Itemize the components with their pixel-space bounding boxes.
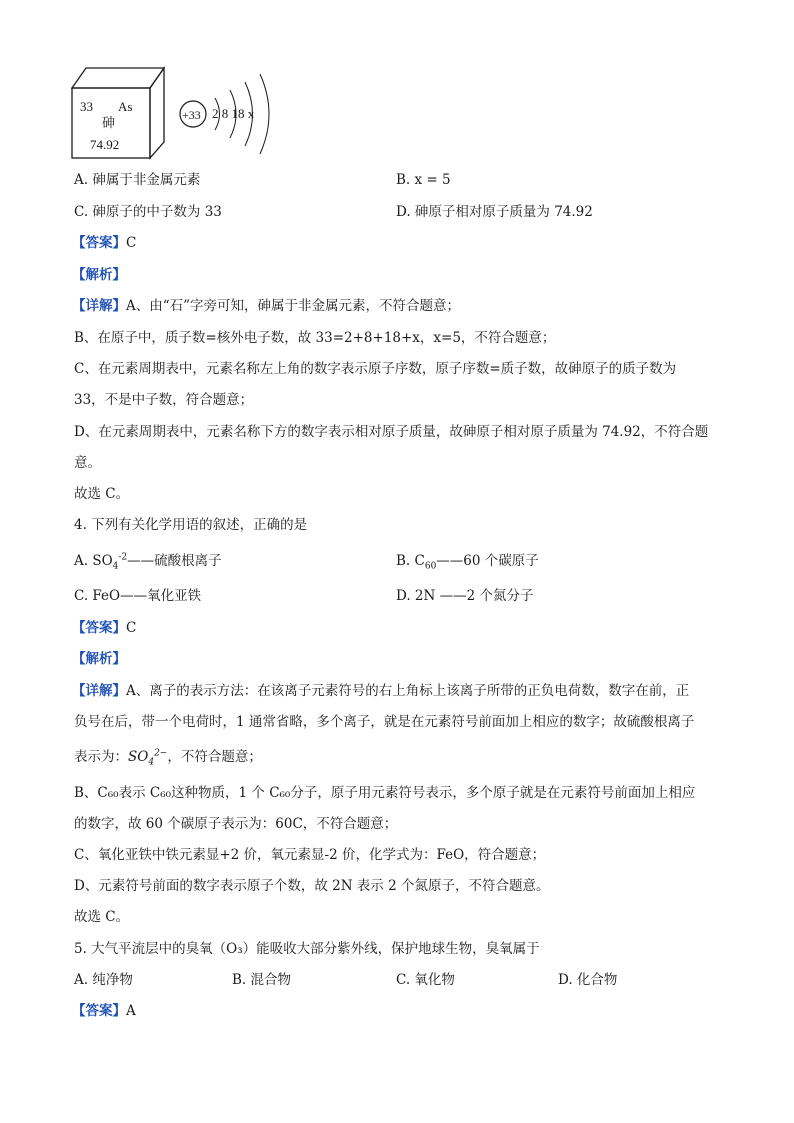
atomic-mass: 74.92 bbox=[90, 137, 120, 152]
q4-explain-b1: B、C₆₀表示 C₆₀这种物质，1 个 C₆₀分子，原子用元素符号表示，多个原子就是在元素符号前面加上相应 bbox=[74, 785, 696, 801]
q3-answer bbox=[72, 237, 136, 251]
q4-explain-a1 bbox=[72, 685, 689, 699]
q5-answer bbox=[72, 1005, 136, 1019]
explain-text: A、由“石”字旁可知，砷属于非金属元素，不符合题意； bbox=[126, 298, 461, 314]
element-symbol: As bbox=[118, 99, 133, 114]
q4-option-a bbox=[74, 552, 222, 572]
q3-option-d: D. 砷原子相对原子质量为 74.92 bbox=[396, 204, 593, 220]
option-a-sub: 4 bbox=[112, 561, 119, 572]
answer-tag: 【答案】 bbox=[72, 1003, 126, 1019]
option-a-desc: ——硫酸根离子 bbox=[127, 553, 222, 569]
q4-conclusion: 故选 C。 bbox=[74, 909, 130, 925]
q4-option-c: C. FeO——氧化亚铁 bbox=[74, 588, 202, 604]
q5-stem: 5. 大气平流层中的臭氧（O₃）能吸收大部分紫外线，保护地球生物，臭氧属于 bbox=[74, 941, 540, 957]
q4-option-b bbox=[396, 553, 539, 572]
q4-explain-b2: 的数字，故 60 个碳原子表示为：60C，不符合题意； bbox=[74, 816, 398, 832]
sulfate-sup: 2− bbox=[154, 748, 168, 759]
q5-option-b: B. 混合物 bbox=[232, 972, 292, 988]
q3-conclusion: 故选 C。 bbox=[74, 486, 130, 502]
q5-option-c: C. 氧化物 bbox=[396, 972, 455, 988]
explain-prefix: 表示为： bbox=[74, 749, 128, 765]
element-box-side bbox=[150, 68, 164, 158]
q3-explain-c1: C、在元素周期表中，元素名称左上角的数字表示原子序数，原子序数=质子数，故砷原子的质子数为 bbox=[74, 361, 677, 377]
q3-option-a: A. 砷属于非金属元素 bbox=[74, 172, 201, 188]
q3-explain-d2: 意。 bbox=[74, 455, 101, 471]
q3-explain-c2: 33，不是中子数，符合题意； bbox=[74, 392, 254, 408]
explain-text: A、离子的表示方法：在该离子元素符号的右上角标上该离子所带的正负电荷数，数字在前，正 bbox=[126, 683, 690, 699]
q4-explain-d: D、元素符号前面的数字表示原子个数，故 2N 表示 2 个氮原子，不符合题意。 bbox=[74, 878, 550, 894]
element-box-top bbox=[72, 68, 164, 88]
q3-option-c: C. 砷原子的中子数为 33 bbox=[74, 204, 222, 220]
q4-answer bbox=[72, 622, 136, 636]
sulfate-formula: SO bbox=[128, 749, 149, 765]
nucleus-label: +33 bbox=[182, 108, 201, 122]
option-b-desc: ——60 个碳原子 bbox=[436, 553, 539, 569]
answer-value: A bbox=[126, 1003, 136, 1019]
q4-explain-a2: 负号在后，带一个电荷时，1 通常省略，多个离子，就是在元素符号前面加上相应的数字；故硫酸根离子 bbox=[74, 714, 695, 730]
option-a-sup: -2 bbox=[118, 552, 128, 563]
answer-value: C bbox=[126, 620, 137, 636]
q4-explain-c: C、氧化亚铁中铁元素显+2 价，氧元素显-2 价，化学式为：FeO，符合题意； bbox=[74, 847, 546, 863]
answer-tag: 【答案】 bbox=[72, 235, 126, 251]
detail-tag: 【详解】 bbox=[72, 683, 126, 699]
option-b-formula: B. C bbox=[396, 553, 425, 569]
shell-arc-4 bbox=[260, 74, 269, 154]
q3-explain-a bbox=[72, 300, 460, 314]
arsenic-figure bbox=[70, 64, 300, 164]
q5-option-a: A. 纯净物 bbox=[74, 972, 133, 988]
q3-explain-d1: D、在元素周期表中，元素名称下方的数字表示相对原子质量，故砷原子相对原子质量为 74.92，不符合题 bbox=[74, 424, 709, 440]
sulfate-sub: 4 bbox=[148, 757, 155, 768]
q3-option-b: B. x = 5 bbox=[396, 172, 451, 188]
shell-electrons: 2 8 18 x bbox=[212, 106, 255, 121]
q5-option-d: D. 化合物 bbox=[558, 972, 618, 988]
arsenic-diagram bbox=[70, 64, 300, 164]
q4-option-d: D. 2N ——2 个氮分子 bbox=[396, 588, 534, 604]
q4-analysis-tag: 【解析】 bbox=[72, 651, 126, 667]
detail-tag: 【详解】 bbox=[72, 298, 126, 314]
q3-analysis-tag: 【解析】 bbox=[72, 267, 126, 283]
atomic-number: 33 bbox=[80, 99, 93, 114]
answer-value: C bbox=[126, 235, 137, 251]
option-a-formula: A. SO bbox=[74, 553, 113, 569]
option-b-sub: 60 bbox=[424, 561, 437, 572]
answer-tag: 【答案】 bbox=[72, 620, 126, 636]
explain-suffix: ，不符合题意； bbox=[167, 749, 262, 765]
element-name: 砷 bbox=[102, 115, 116, 130]
q3-explain-b: B、在原子中，质子数=核外电子数，故 33=2+8+18+x，x=5，不符合题意； bbox=[74, 330, 556, 346]
q4-explain-a3 bbox=[74, 748, 262, 768]
q4-stem: 4. 下列有关化学用语的叙述，正确的是 bbox=[74, 517, 308, 533]
